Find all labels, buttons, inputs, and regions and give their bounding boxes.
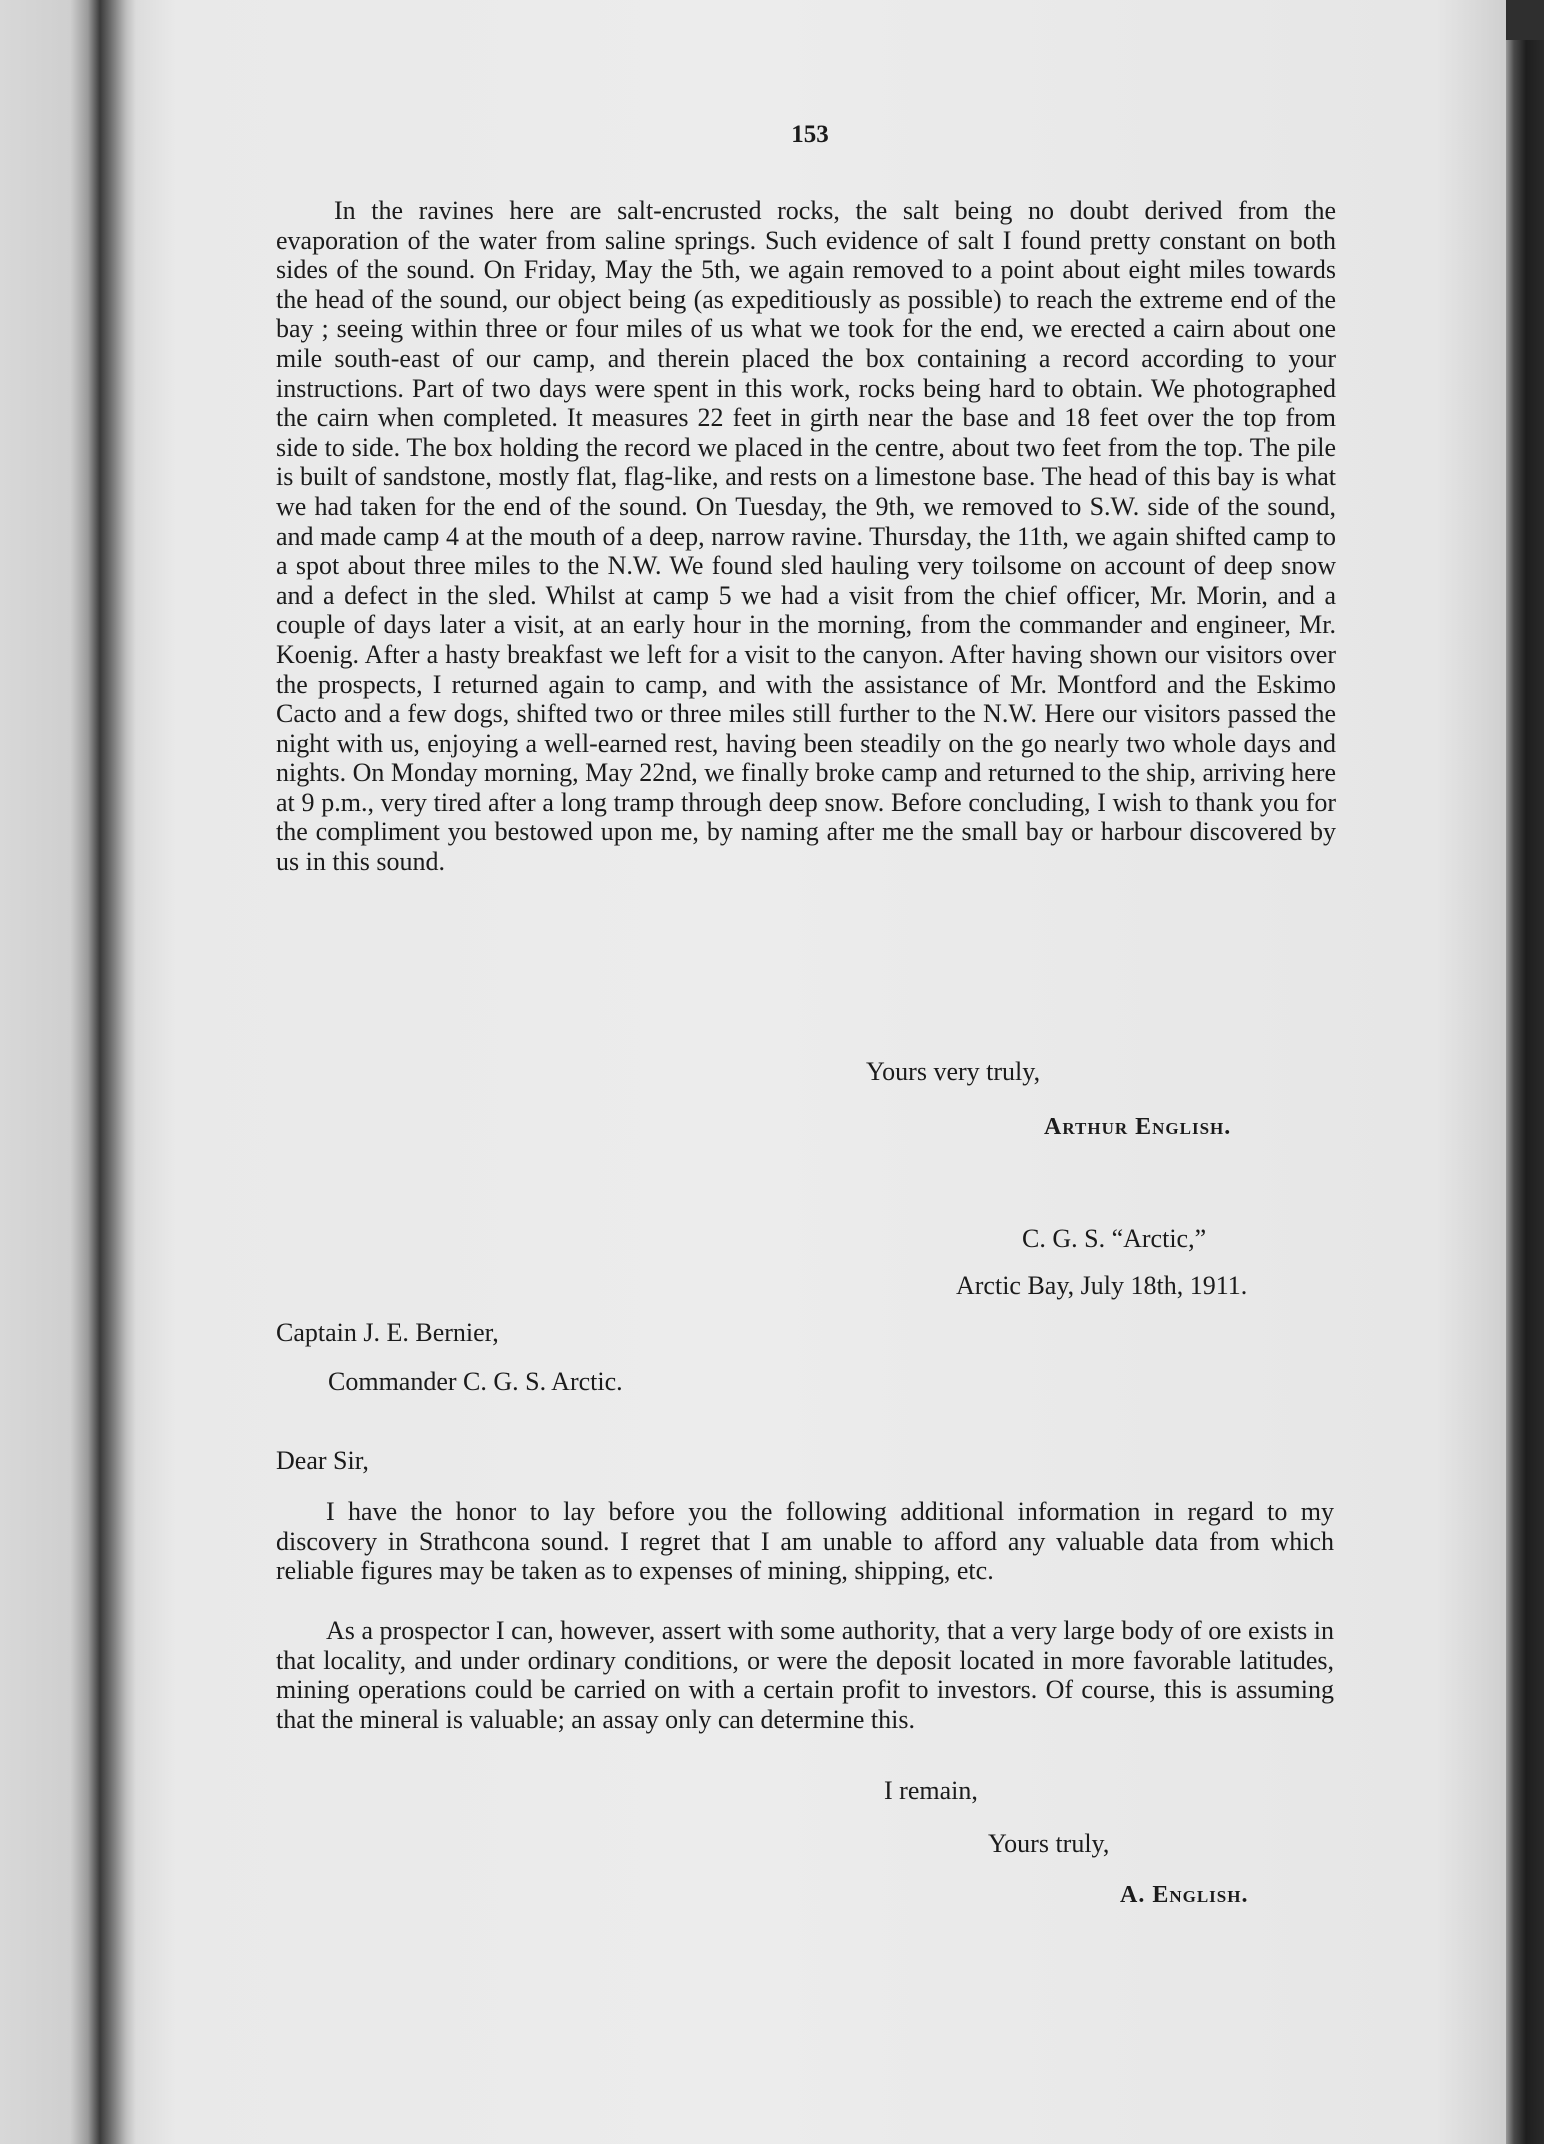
second-letter-paragraph-1: I have the honor to lay before you the following additional information in regard to my discovery in Strathcona sound. I regret that I am unable to afford any valuable data from which reliable figures may be taken as to expenses of mining, shipping, etc. — [276, 1497, 1334, 1586]
second-letter-signature — [1120, 1882, 1248, 1909]
first-letter-closing: Yours very truly, — [866, 1057, 1041, 1086]
page-number: 153 — [791, 121, 829, 148]
signature-text: Arthur English. — [1044, 1114, 1232, 1140]
second-letter-paragraph-2: As a prospector I can, however, assert with some authority, that a very large body of ore exists in that locality, and under ordinary conditions, or were the deposit located in more favorable latitudes, mining operations could be carried on with a certain profit to investors. Of course, this is assuming that the mineral is valuable; an assay only can determine this. — [276, 1616, 1334, 1734]
salutation: Dear Sir, — [276, 1446, 369, 1475]
recipient-title: Commander C. G. S. Arctic. — [328, 1367, 623, 1396]
second-letter-closing-1: I remain, — [884, 1776, 978, 1805]
signature-text: A. English. — [1120, 1882, 1249, 1908]
ship-name: C. G. S. “Arctic,” — [1022, 1224, 1207, 1253]
first-letter-signature — [1044, 1114, 1231, 1141]
second-letter-closing-2: Yours truly, — [988, 1829, 1110, 1858]
first-letter-body: In the ravines here are salt-encrusted rocks, the salt being no doubt derived from the evaporation of the water from saline springs. Such evidence of salt I found pretty constant on both sides of the sound. On Friday, May the 5th, we again removed to a point about eight miles towards the head of the sound, our object being (as expeditiously as possible) to reach the extreme end of the bay ; seeing within three or four miles of us what we took for the end, we erected a cairn about one mile south-east of our camp, and therein placed the box containing a record according to your instructions. Part of two days were spent in this work, rocks being hard to obtain. We photographed the cairn when completed. It measures 22 feet in girth near the base and 18 feet over the top from side to side. The box holding the record we placed in the centre, about two feet from the top. The pile is built of sandstone, mostly flat, flag-like, and rests on a limestone base. The head of this bay is what we had taken for the end of the sound. On Tuesday, the 9th, we removed to S.W. side of the sound, and made camp 4 at the mouth of a deep, narrow ravine. Thursday, the 11th, we again shifted camp to a spot about three miles to the N.W. We found sled hauling very toilsome on account of deep snow and a defect in the sled. Whilst at camp 5 we had a visit from the chief officer, Mr. Morin, and a couple of days later a visit, at an early hour in the morning, from the commander and engineer, Mr. Koenig. After a hasty breakfast we left for a visit to the canyon. After having shown our visitors over the prospects, I returned again to camp, and with the assistance of Mr. Montford and the Eskimo Cacto and a few dogs, shifted two or three miles still further to the N.W. Here our visitors passed the night with us, enjoying a well-earned rest, having been steadily on the go nearly two whole days and nights. On Monday morning, May 22nd, we finally broke camp and returned to the ship, arriving here at 9 p.m., very tired after a long tramp through deep snow. Before concluding, I wish to thank you for the compliment you bestowed upon me, by naming after me the small bay or harbour discovered by us in this sound. — [276, 196, 1336, 877]
letter-date: Arctic Bay, July 18th, 1911. — [956, 1271, 1248, 1300]
recipient-name: Captain J. E. Bernier, — [276, 1318, 499, 1347]
